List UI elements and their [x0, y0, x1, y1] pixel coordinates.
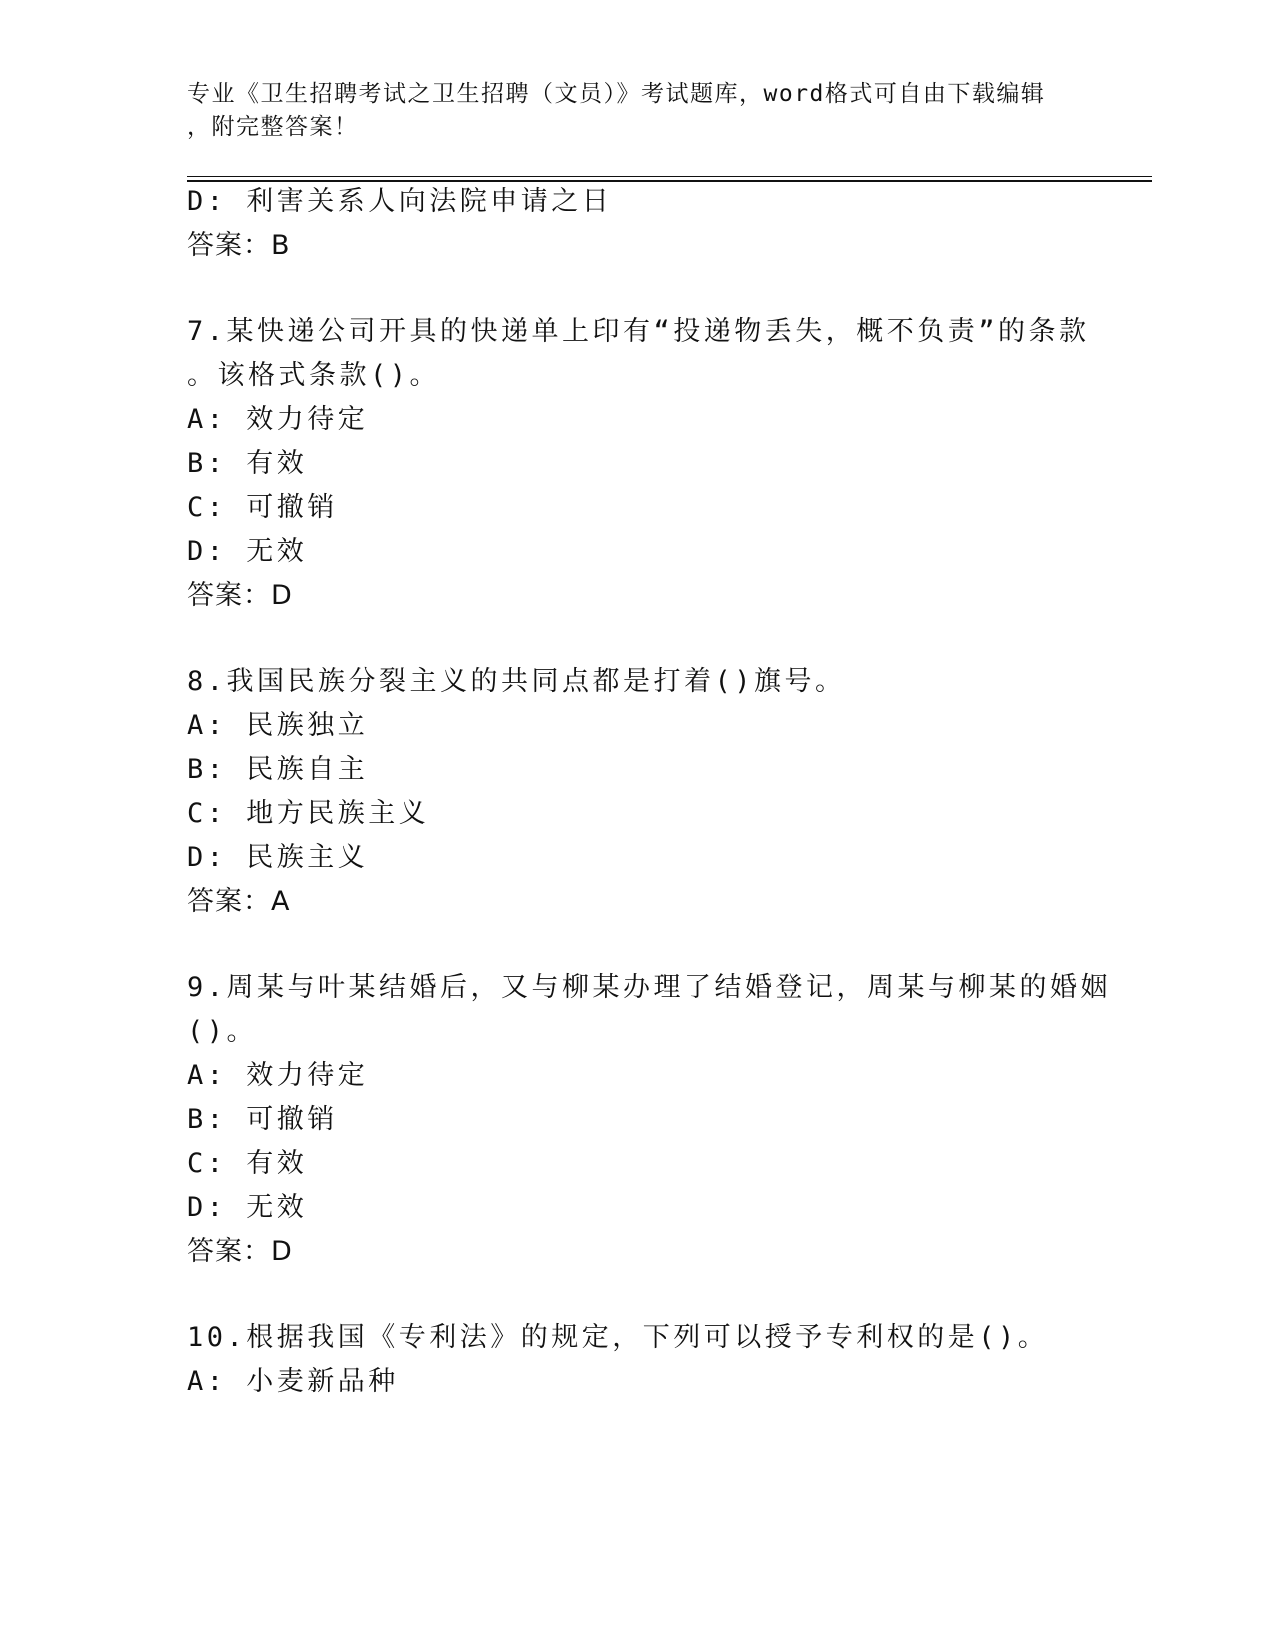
q8-answer: 答案：A [187, 886, 291, 917]
q7-option-d: D: 无效 [187, 536, 308, 567]
q9-answer: 答案：D [187, 1236, 293, 1267]
q9-stem-line-1: 9.周某与叶某结婚后，又与柳某办理了结婚登记，周某与柳某的婚姻 [187, 972, 1112, 1003]
header-divider-thin [187, 176, 1152, 177]
header-divider-thick [187, 180, 1152, 182]
q8-stem-line-1: 8.我国民族分裂主义的共同点都是打着()旗号。 [187, 666, 846, 697]
q7-answer: 答案：D [187, 580, 293, 611]
q8-option-c: C: 地方民族主义 [187, 798, 430, 829]
q7-option-c: C: 可撤销 [187, 492, 338, 523]
q9-option-a: A: 效力待定 [187, 1060, 369, 1091]
q10-stem-line-1: 10.根据我国《专利法》的规定，下列可以授予专利权的是()。 [187, 1322, 1049, 1353]
header-text-line-2: ，附完整答案！ [187, 114, 359, 140]
q9-stem-line-2: ()。 [187, 1016, 258, 1047]
q9-option-c: C: 有效 [187, 1148, 308, 1179]
q9-option-b: B: 可撤销 [187, 1104, 338, 1135]
q8-option-a: A: 民族独立 [187, 710, 369, 741]
previous-option-d: D: 利害关系人向法院申请之日 [187, 186, 613, 217]
q10-option-a: A: 小麦新品种 [187, 1366, 399, 1397]
header-text-line-1: 专业《卫生招聘考试之卫生招聘（文员）》考试题库，word格式可自由下载编辑 [187, 81, 1046, 107]
q7-option-a: A: 效力待定 [187, 404, 369, 435]
q8-option-b: B: 民族自主 [187, 754, 369, 785]
q7-stem-line-2: 。该格式条款()。 [187, 360, 441, 391]
q9-option-d: D: 无效 [187, 1192, 308, 1223]
q8-option-d: D: 民族主义 [187, 842, 369, 873]
previous-answer: 答案：B [187, 230, 291, 261]
q7-option-b: B: 有效 [187, 448, 308, 479]
q7-stem-line-1: 7.某快递公司开具的快递单上印有“投递物丢失，概不负责”的条款 [187, 316, 1090, 347]
